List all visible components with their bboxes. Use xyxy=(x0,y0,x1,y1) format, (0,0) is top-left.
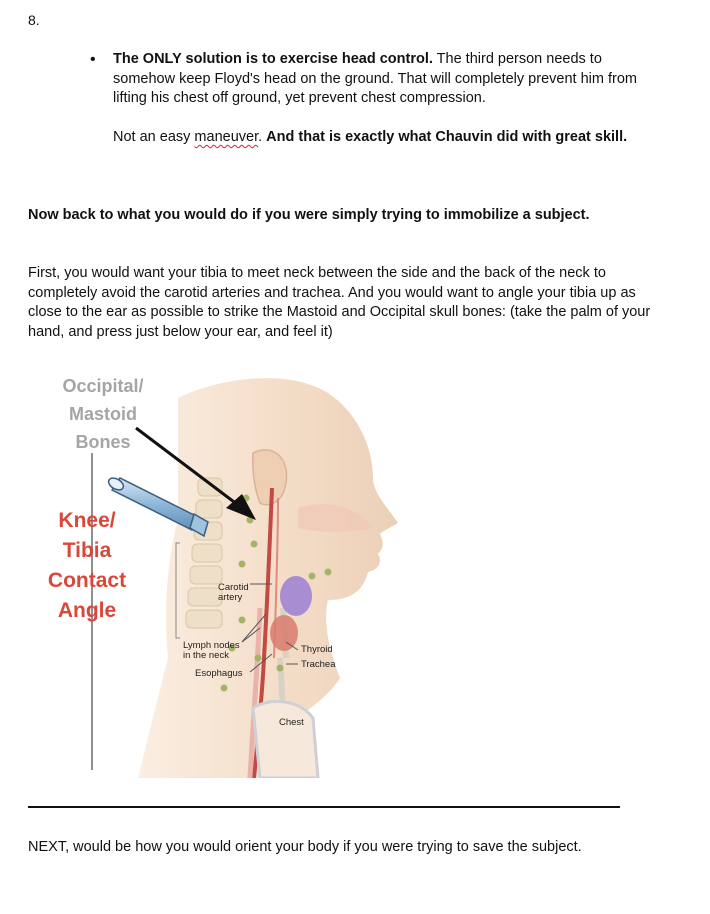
bullet-text xyxy=(113,50,650,148)
bullet-lead-bold: The ONLY solution is to exercise head control. xyxy=(113,51,433,67)
bullet-paragraph-2 xyxy=(113,128,650,148)
bullet-second-mid: . xyxy=(258,129,267,145)
bullet-second-bold: And that is exactly what Chauvin did with great skill. xyxy=(266,129,628,145)
bullet-paragraph-1 xyxy=(113,50,650,109)
bullet-second-prefix: Not an easy xyxy=(113,129,195,145)
knee-tibia-label: Knee/ Tibia Contact Angle xyxy=(47,509,127,622)
thyroid-lower xyxy=(270,615,298,651)
section-heading: Now back to what you would do if you were simply trying to immobilize a subject. xyxy=(28,207,590,223)
bullet-point xyxy=(90,50,650,167)
bullet-lead-rest: The third person needs to somehow keep Floyd's head on the ground. That will completely prevent him from lifting his chest off ground, yet prevent chest compression. xyxy=(113,51,637,106)
thyroid-gland xyxy=(280,576,312,616)
lymph-label: Lymph nodes in the neck xyxy=(183,640,240,661)
esophagus-label: Esophagus xyxy=(195,668,243,679)
carotid-label: Carotid artery xyxy=(218,582,249,603)
page-number: 8. xyxy=(28,12,40,28)
chest-label: Chest xyxy=(279,717,304,728)
spellcheck-word: maneuver xyxy=(194,129,259,145)
neck-anatomy-figure xyxy=(28,358,428,778)
next-paragraph: NEXT, would be how you would orient your body if you were trying to save the subject. xyxy=(28,839,582,855)
horizontal-rule xyxy=(28,806,620,808)
trachea-label: Trachea xyxy=(301,659,336,670)
bones-label: Occipital/ Mastoid Bones xyxy=(62,376,144,452)
chest-cavity xyxy=(253,701,318,778)
bullet-dot-icon: • xyxy=(90,51,96,68)
thyroid-label: Thyroid xyxy=(301,644,333,655)
first-paragraph: First, you would want your tibia to meet neck between the side and the back of the neck to completely avoid the carotid arteries and trachea. And you would want to angle your tibia up as close to the ear as possible to strike the Mastoid and Occipital skull bones: (take the palm of your hand, and press just below your ear, and feel it) xyxy=(28,265,651,340)
